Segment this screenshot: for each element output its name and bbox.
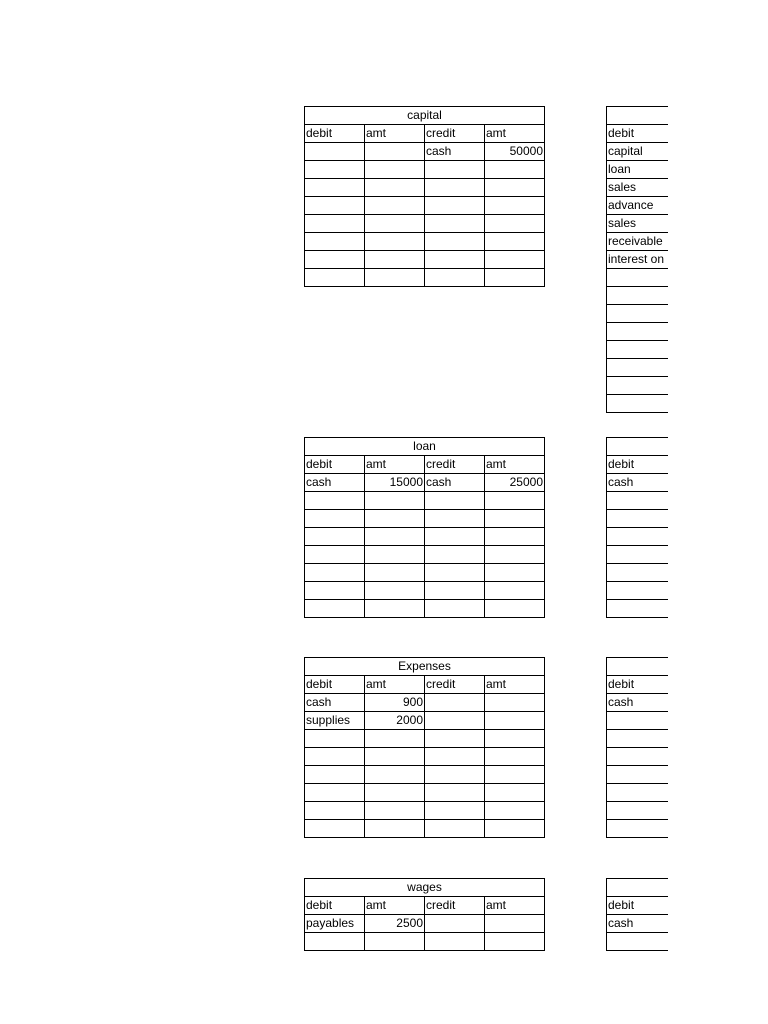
account-cell [305, 564, 365, 582]
amount-cell [365, 233, 425, 251]
account-cell [425, 179, 485, 197]
ledger-row [305, 546, 545, 564]
ledger-title [607, 658, 669, 676]
account-cell [305, 784, 365, 802]
ledger-row [607, 802, 669, 820]
column-header: amt [365, 456, 425, 474]
column-header: amt [365, 676, 425, 694]
amount-cell [365, 197, 425, 215]
amount-cell [485, 492, 545, 510]
account-cell [305, 161, 365, 179]
amount-cell [365, 820, 425, 838]
ledger-header-row [607, 897, 669, 915]
ledger-title-row [607, 879, 669, 897]
account-cell [305, 748, 365, 766]
ledger-title-row [607, 658, 669, 676]
account-cell [607, 528, 669, 546]
amount-cell [365, 784, 425, 802]
account-cell [607, 748, 669, 766]
ledger-row [607, 820, 669, 838]
ledger-row [607, 510, 669, 528]
ledger-row [305, 161, 545, 179]
account-cell [305, 766, 365, 784]
ledger-header-row [607, 676, 669, 694]
loan-ledger [304, 437, 545, 618]
account-cell: cash [305, 694, 365, 712]
column-header: amt [485, 456, 545, 474]
ledger-row [607, 915, 669, 933]
amount-cell [365, 161, 425, 179]
account-cell [305, 197, 365, 215]
account-cell: receivable [607, 233, 669, 251]
ledger-row [305, 600, 545, 618]
ledger-row [607, 179, 669, 197]
ledger-header-row [305, 897, 545, 915]
ledger-row [607, 730, 669, 748]
ledger-row [305, 510, 545, 528]
account-cell: cash [607, 694, 669, 712]
amount-cell [485, 179, 545, 197]
ledger-row [607, 694, 669, 712]
account-cell [607, 359, 669, 377]
ledger-row [305, 820, 545, 838]
amount-cell [485, 712, 545, 730]
amount-cell [485, 528, 545, 546]
column-header: amt [365, 897, 425, 915]
ledger-row [607, 143, 669, 161]
ledger-row [607, 215, 669, 233]
ledger-row [607, 269, 669, 287]
account-cell: cash [425, 474, 485, 492]
account-cell [305, 933, 365, 951]
ledger-row [607, 492, 669, 510]
account-cell: advance [607, 197, 669, 215]
amount-cell [365, 510, 425, 528]
ledger-row [607, 528, 669, 546]
column-header: debit [305, 125, 365, 143]
account-cell: payables [305, 915, 365, 933]
ledger-row [607, 766, 669, 784]
capital-ledger [304, 106, 545, 287]
account-cell [607, 377, 669, 395]
column-header: debit [305, 456, 365, 474]
ledger-row [607, 341, 669, 359]
ledger-row [607, 712, 669, 730]
account-cell [425, 510, 485, 528]
account-cell [607, 287, 669, 305]
account-cell [305, 215, 365, 233]
account-cell: interest on [607, 251, 669, 269]
ledger-row [607, 323, 669, 341]
column-header: debit [607, 676, 669, 694]
amount-cell [485, 251, 545, 269]
right-ledger-2 [606, 437, 668, 618]
account-cell [305, 730, 365, 748]
ledger-row [607, 564, 669, 582]
right-ledger-3 [606, 657, 668, 838]
account-cell: capital [607, 143, 669, 161]
column-header: amt [485, 125, 545, 143]
ledger-row [607, 287, 669, 305]
right-ledger-1 [606, 106, 668, 413]
column-header: credit [425, 125, 485, 143]
ledger-title-row [305, 879, 545, 897]
ledger-row [607, 933, 669, 951]
account-cell [425, 215, 485, 233]
amount-cell [365, 528, 425, 546]
column-header: debit [305, 897, 365, 915]
account-cell [305, 233, 365, 251]
amount-cell [485, 546, 545, 564]
account-cell [607, 305, 669, 323]
amount-cell [365, 564, 425, 582]
amount-cell [485, 197, 545, 215]
account-cell [607, 564, 669, 582]
account-cell [305, 251, 365, 269]
expenses-ledger [304, 657, 545, 838]
account-cell: loan [607, 161, 669, 179]
amount-cell [485, 748, 545, 766]
amount-cell: 2000 [365, 712, 425, 730]
account-cell [305, 820, 365, 838]
account-cell [305, 269, 365, 287]
account-cell [425, 546, 485, 564]
amount-cell [485, 215, 545, 233]
account-cell [425, 933, 485, 951]
account-cell [607, 323, 669, 341]
account-cell [425, 820, 485, 838]
account-cell [425, 582, 485, 600]
amount-cell [485, 233, 545, 251]
account-cell: cash [305, 474, 365, 492]
ledger-row [607, 233, 669, 251]
ledger-title [607, 879, 669, 897]
amount-cell [365, 492, 425, 510]
column-header: debit [305, 676, 365, 694]
account-cell [305, 492, 365, 510]
ledger-row [305, 251, 545, 269]
column-header: credit [425, 676, 485, 694]
account-cell [607, 784, 669, 802]
account-cell [425, 528, 485, 546]
ledger-row [305, 748, 545, 766]
account-cell: cash [607, 474, 669, 492]
ledger-row [305, 933, 545, 951]
account-cell [607, 600, 669, 618]
account-cell: sales [607, 179, 669, 197]
right-ledger-4 [606, 878, 668, 951]
amount-cell [365, 251, 425, 269]
amount-cell: 25000 [485, 474, 545, 492]
account-cell [425, 694, 485, 712]
ledger-row [305, 712, 545, 730]
ledger-title-row [305, 107, 545, 125]
ledger-title-row [305, 658, 545, 676]
ledger-row [607, 395, 669, 413]
ledger-row [607, 251, 669, 269]
amount-cell [365, 582, 425, 600]
account-cell [305, 179, 365, 197]
account-cell [425, 564, 485, 582]
ledger-title: Expenses [305, 658, 545, 676]
account-cell [425, 161, 485, 179]
ledger-row [305, 143, 545, 161]
account-cell [425, 766, 485, 784]
column-header: amt [485, 897, 545, 915]
amount-cell [365, 730, 425, 748]
ledger-title-row [607, 107, 669, 125]
account-cell [607, 766, 669, 784]
amount-cell [365, 748, 425, 766]
ledger-title [607, 438, 669, 456]
amount-cell [485, 510, 545, 528]
amount-cell: 15000 [365, 474, 425, 492]
account-cell [425, 251, 485, 269]
ledger-header-row [607, 125, 669, 143]
amount-cell [485, 766, 545, 784]
amount-cell [485, 694, 545, 712]
account-cell [607, 820, 669, 838]
account-cell [607, 492, 669, 510]
ledger-header-row [305, 125, 545, 143]
ledger-row [305, 215, 545, 233]
amount-cell [485, 730, 545, 748]
amount-cell [365, 269, 425, 287]
amount-cell [485, 582, 545, 600]
column-header: amt [485, 676, 545, 694]
account-cell: sales [607, 215, 669, 233]
account-cell [425, 233, 485, 251]
column-header: amt [365, 125, 425, 143]
amount-cell [485, 269, 545, 287]
ledger-row [305, 766, 545, 784]
account-cell [607, 730, 669, 748]
amount-cell [365, 600, 425, 618]
ledger-row [607, 161, 669, 179]
amount-cell [365, 933, 425, 951]
amount-cell [365, 546, 425, 564]
ledger-title [607, 107, 669, 125]
account-cell [425, 712, 485, 730]
amount-cell [365, 766, 425, 784]
account-cell [305, 802, 365, 820]
account-cell [607, 582, 669, 600]
account-cell [425, 492, 485, 510]
account-cell [425, 269, 485, 287]
ledger-row [305, 730, 545, 748]
account-cell [607, 395, 669, 413]
account-cell [607, 546, 669, 564]
account-cell [305, 582, 365, 600]
column-header: debit [607, 125, 669, 143]
ledger-row [305, 197, 545, 215]
amount-cell: 900 [365, 694, 425, 712]
ledger-row [305, 179, 545, 197]
ledger-header-row [607, 456, 669, 474]
amount-cell [365, 179, 425, 197]
account-cell [607, 341, 669, 359]
account-cell [305, 143, 365, 161]
ledger-row [607, 197, 669, 215]
account-cell [425, 730, 485, 748]
ledger-title-row [305, 438, 545, 456]
account-cell [425, 802, 485, 820]
ledger-row [305, 784, 545, 802]
ledger-row [305, 492, 545, 510]
account-cell [305, 600, 365, 618]
ledger-header-row [305, 676, 545, 694]
amount-cell [365, 802, 425, 820]
account-cell [607, 510, 669, 528]
amount-cell: 2500 [365, 915, 425, 933]
account-cell [607, 269, 669, 287]
ledger-row [607, 474, 669, 492]
ledger-row [305, 802, 545, 820]
ledger-row [607, 784, 669, 802]
amount-cell: 50000 [485, 143, 545, 161]
ledger-row [607, 305, 669, 323]
ledger-row [607, 582, 669, 600]
amount-cell [485, 161, 545, 179]
ledger-header-row [305, 456, 545, 474]
column-header: debit [607, 897, 669, 915]
ledger-row [305, 915, 545, 933]
amount-cell [365, 215, 425, 233]
account-cell: supplies [305, 712, 365, 730]
amount-cell [485, 564, 545, 582]
account-cell [305, 510, 365, 528]
amount-cell [485, 820, 545, 838]
ledger-row [305, 694, 545, 712]
ledger-row [305, 564, 545, 582]
account-cell [305, 546, 365, 564]
ledger-row [607, 359, 669, 377]
account-cell [607, 802, 669, 820]
amount-cell [485, 915, 545, 933]
ledger-title-row [607, 438, 669, 456]
ledger-row [305, 528, 545, 546]
account-cell [425, 748, 485, 766]
ledger-row [607, 377, 669, 395]
amount-cell [485, 802, 545, 820]
account-cell: cash [425, 143, 485, 161]
ledger-row [305, 233, 545, 251]
account-cell: cash [607, 915, 669, 933]
ledger-row [607, 546, 669, 564]
account-cell [607, 933, 669, 951]
account-cell [425, 915, 485, 933]
ledger-title: loan [305, 438, 545, 456]
column-header: credit [425, 897, 485, 915]
ledger-row [607, 748, 669, 766]
account-cell [425, 600, 485, 618]
column-header: debit [607, 456, 669, 474]
account-cell [607, 712, 669, 730]
wages-ledger [304, 878, 545, 951]
amount-cell [485, 933, 545, 951]
ledger-title: capital [305, 107, 545, 125]
amount-cell [485, 600, 545, 618]
ledger-row [305, 269, 545, 287]
ledger-row [607, 600, 669, 618]
account-cell [425, 197, 485, 215]
column-header: credit [425, 456, 485, 474]
account-cell [425, 784, 485, 802]
amount-cell [365, 143, 425, 161]
ledger-title: wages [305, 879, 545, 897]
account-cell [305, 528, 365, 546]
ledger-row [305, 474, 545, 492]
amount-cell [485, 784, 545, 802]
ledger-row [305, 582, 545, 600]
